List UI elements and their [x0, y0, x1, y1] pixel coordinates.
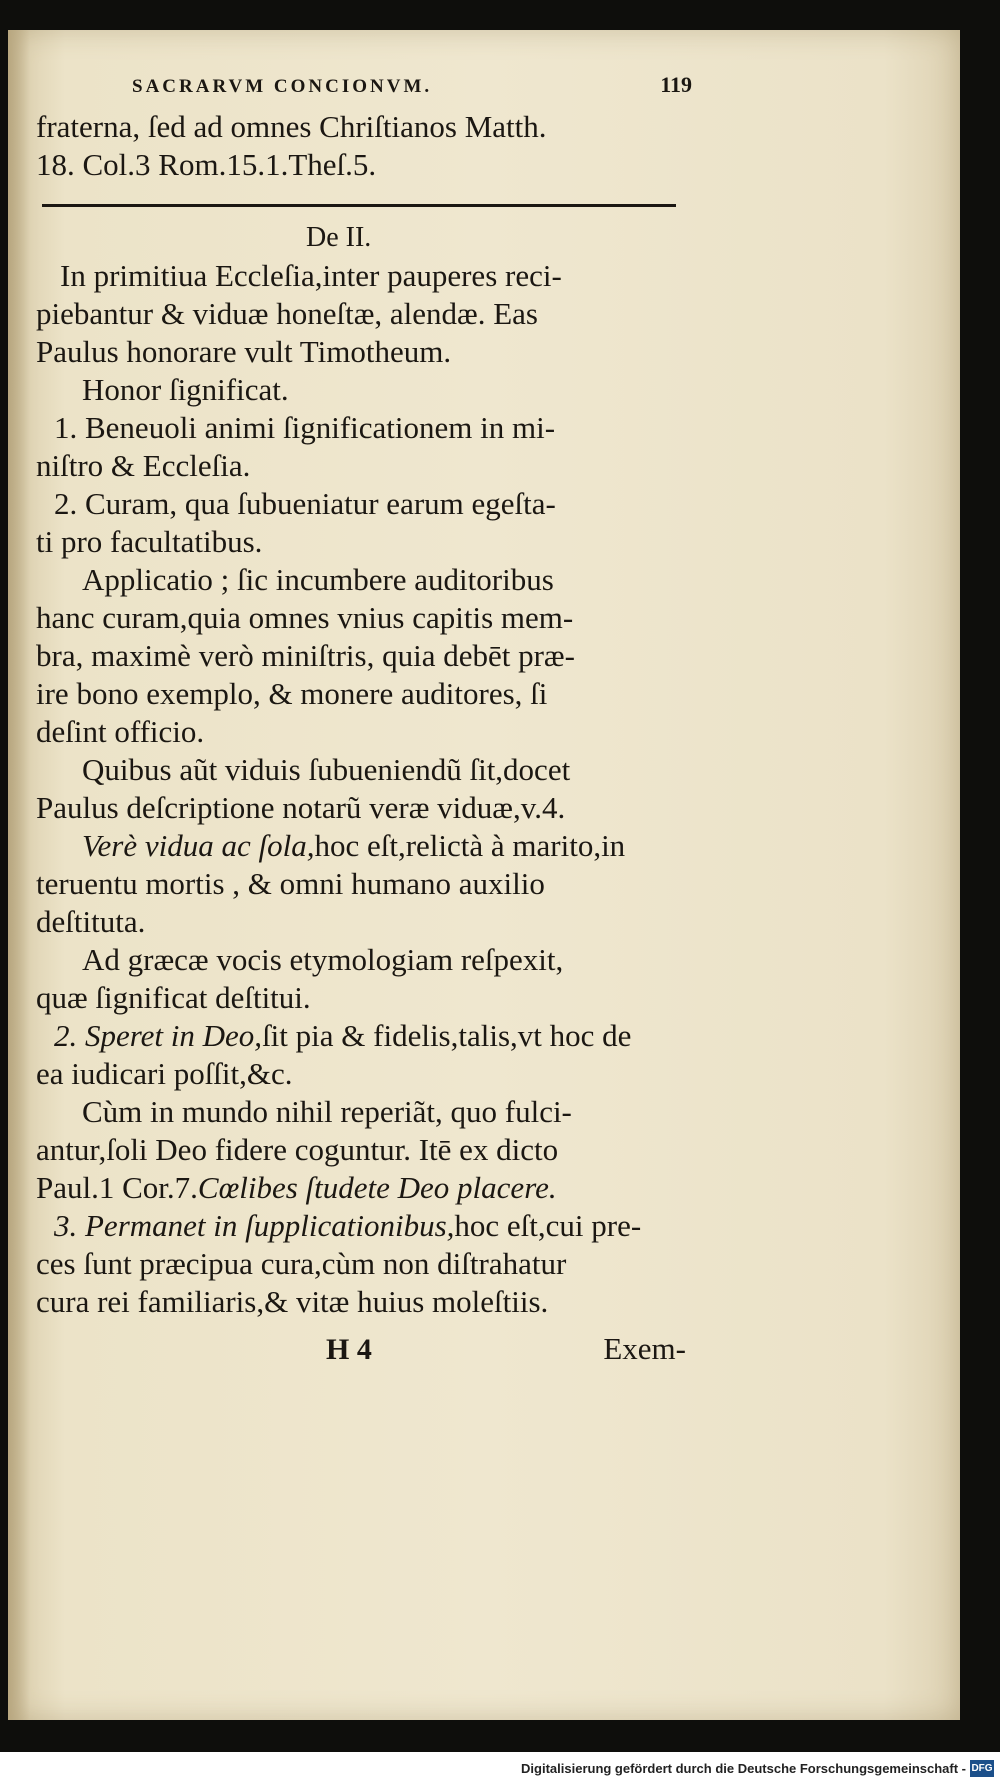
page-gutter-shadow [8, 30, 30, 1720]
text-line: 2. Curam, qua ſubueniatur earum egeſta- [54, 486, 556, 521]
text-line: antur,ſoli Deo fidere coguntur. Itē ex dicto [36, 1132, 559, 1167]
running-head [36, 72, 692, 108]
text-run: ſit pia & fidelis,talis,vt hoc de [262, 1018, 632, 1053]
text-line: Applicatio ; ſic incumbere auditoribus [82, 562, 554, 597]
text-line: cura rei familiaris,& vitæ huius moleſtiis. [36, 1284, 549, 1319]
text-line: ces ſunt præcipua cura,cùm non diſtrahatur [36, 1246, 567, 1281]
running-head-title: SACRARVM CONCIONVM. [132, 76, 433, 97]
text-line: Honor ſignificat. [82, 372, 289, 407]
text-line: Paulus honorare vult Timotheum. [36, 334, 452, 369]
horizontal-rule [42, 204, 676, 207]
text-line [36, 1207, 686, 1245]
text-line: Ad græcæ vocis etymologiam reſpexit, [82, 942, 564, 977]
text-line: Cùm in mundo nihil reperiãt, quo fulci- [82, 1094, 572, 1129]
text-line: In primitiua Eccleſia,inter pauperes reci- [60, 258, 562, 293]
page-footer [36, 1329, 686, 1369]
signature-mark: H 4 [326, 1333, 372, 1366]
text-line [36, 1169, 686, 1207]
text-run: hoc eſt,cui pre- [454, 1208, 642, 1243]
book-page [8, 30, 960, 1720]
text-line: deſtituta. [36, 904, 146, 939]
text-line: deſint officio. [36, 714, 205, 749]
dfg-logo: DFG [970, 1760, 994, 1777]
credit-bar [0, 1752, 1000, 1788]
text-line: ea iudicari poſſit,&c. [36, 1056, 293, 1091]
text-line: Quibus aũt viduis ſubueniendũ ſit,docet [82, 752, 571, 787]
text-line: teruentu mortis , & omni humano auxilio [36, 866, 545, 901]
text-run: hoc eſt,relictà à marito,in [314, 828, 626, 863]
text-line [36, 1017, 686, 1055]
catchword: Exem- [603, 1331, 686, 1366]
text-line: Paulus deſcriptione notarũ veræ viduæ,v.4. [36, 790, 566, 825]
text-line: quæ ſignificat deſtitui. [36, 980, 311, 1015]
text-line: hanc curam,quia omnes vnius capitis mem- [36, 600, 574, 635]
digitization-credit: Digitalisierung gefördert durch die Deutsche Forschungsgemeinschaft - [521, 1761, 966, 1776]
text-line: niſtro & Eccleſia. [36, 448, 251, 483]
page-number: 119 [660, 72, 692, 97]
text-line: bra, maximè verò miniſtris, quia debēt præ- [36, 638, 575, 673]
text-line [36, 827, 686, 865]
text-line: 18. Col.3 Rom.15.1.Theſ.5. [36, 147, 377, 182]
text-block [36, 72, 692, 1369]
text-line: 1. Beneuoli animi ſignificationem in mi- [54, 410, 556, 445]
text-run: Paul.1 Cor.7. [36, 1170, 198, 1205]
section-heading: De II. [306, 222, 372, 253]
italic-phrase: 3. Permanet in ſupplicationibus, [54, 1208, 455, 1243]
italic-phrase: Cœlibes ſtudete Deo placere. [197, 1170, 557, 1205]
text-line: fraterna, ſed ad omnes Chriſtianos Matth. [36, 109, 547, 144]
text-line: piebantur & viduæ honeſtæ, alendæ. Eas [36, 296, 538, 331]
italic-phrase: Verè vidua ac ſola, [82, 828, 315, 863]
text-line: ire bono exemplo, & monere auditores, ſi [36, 676, 548, 711]
text-line: ti pro facultatibus. [36, 524, 263, 559]
italic-phrase: 2. Speret in Deo, [54, 1018, 263, 1053]
